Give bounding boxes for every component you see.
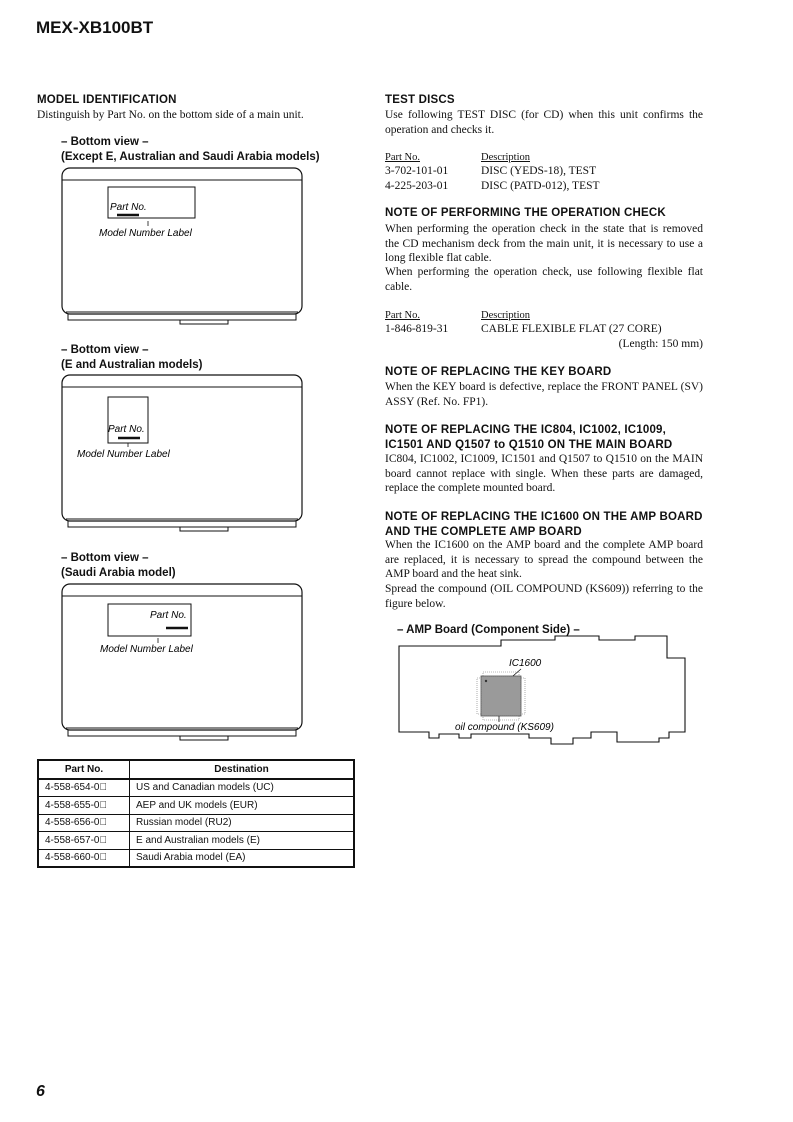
oil-compound-label: oil compound (KS609) [455,722,554,733]
op-check-col-desc: Description [481,310,530,321]
test-discs-col-part: Part No. [385,152,420,163]
test-discs-col-desc: Description [481,152,530,163]
model-number-label-2: Model Number Label [77,449,170,460]
model-identification-desc: Distinguish by Part No. on the bottom side of a main unit. [37,109,304,121]
model-number-label-3: Model Number Label [100,644,193,655]
test-discs-body: Use following TEST DISC (for CD) when this unit confirms the operation and checks it. [385,109,703,136]
test-disc-desc-2: DISC (PATD-012), TEST [481,180,600,192]
page-number: 6 [36,1083,45,1100]
op-check-body-2: When performing the operation check, use following flexible flat cable. [385,266,703,293]
document-title: MEX-XB100BT [36,18,154,37]
bottom-view-1-diagram [60,166,306,328]
amp-board-diagram [395,634,695,756]
key-board-heading: NOTE OF REPLACING THE KEY BOARD [385,366,612,378]
cable-desc: CABLE FLEXIBLE FLAT (27 CORE) [481,323,662,335]
key-board-body: When the KEY board is defective, replace the FRONT PANEL (SV) ASSY (Ref. No. FP1). [385,381,703,408]
op-check-body-1: When performing the operation check in the state that is removed the CD mechanism deck from the main unit, it is necessary to use a long flexible flat cable. [385,223,703,265]
bottom-view-3-diagram [60,582,306,744]
ic1600-label: IC1600 [509,658,542,669]
table-row: 4-558-654-0 US and Canadian models (UC) [38,779,354,797]
amp-body-2: Spread the compound (OIL COMPOUND (KS609)) referring to the figure below. [385,583,703,610]
amp-figure-title: – AMP Board (Component Side) – [397,624,580,636]
cable-length: (Length: 150 mm) [618,338,703,350]
table-header-part: Part No. [38,760,130,779]
test-disc-desc-1: DISC (YEDS-18), TEST [481,165,597,177]
bottom-view-1-title: – Bottom view – (Except E, Australian and Saudi Arabia models) [61,136,320,163]
part-destination-table [37,759,355,868]
bottom-view-2-title: – Bottom view – (E and Australian models) [61,344,203,371]
bottom-view-2-diagram [60,373,306,535]
part-no-label-1: Part No. [110,202,147,213]
ic-replace-body: IC804, IC1002, IC1009, IC1501 and Q1507 to Q1510 on the MAIN board cannot replace with single. When these parts are damaged, replace the complete mounted board. [385,453,703,495]
cable-part-no: 1-846-819-31 [385,323,449,335]
ic-replace-heading: NOTE OF REPLACING THE IC804, IC1002, IC1009, IC1501 AND Q1507 to Q1510 ON THE MAIN BOARD [385,424,673,451]
part-no-label-3: Part No. [150,610,187,621]
test-disc-part-1: 3-702-101-01 [385,165,449,177]
op-check-col-part: Part No. [385,310,420,321]
part-no-label-2: Part No. [108,424,145,435]
test-discs-heading: TEST DISCS [385,94,455,106]
amp-body-1: When the IC1600 on the AMP board and the complete AMP board are replaced, it is necessary to spread the compound between the AMP board and the heat sink. [385,539,703,581]
op-check-heading: NOTE OF PERFORMING THE OPERATION CHECK [385,207,666,219]
model-number-label-1: Model Number Label [99,228,192,239]
model-identification-heading: MODEL IDENTIFICATION [37,94,177,106]
table-header-destination: Destination [130,760,355,779]
table-row: 4-558-656-0 Russian model (RU2) [38,814,354,832]
table-row: 4-558-657-0 E and Australian models (E) [38,832,354,850]
table-row: 4-558-660-0 Saudi Arabia model (EA) [38,849,354,867]
test-disc-part-2: 4-225-203-01 [385,180,449,192]
bottom-view-3-title: – Bottom view – (Saudi Arabia model) [61,552,176,579]
amp-heading: NOTE OF REPLACING THE IC1600 ON THE AMP BOARD AND THE COMPLETE AMP BOARD [385,511,703,538]
table-row: 4-558-655-0 AEP and UK models (EUR) [38,797,354,815]
